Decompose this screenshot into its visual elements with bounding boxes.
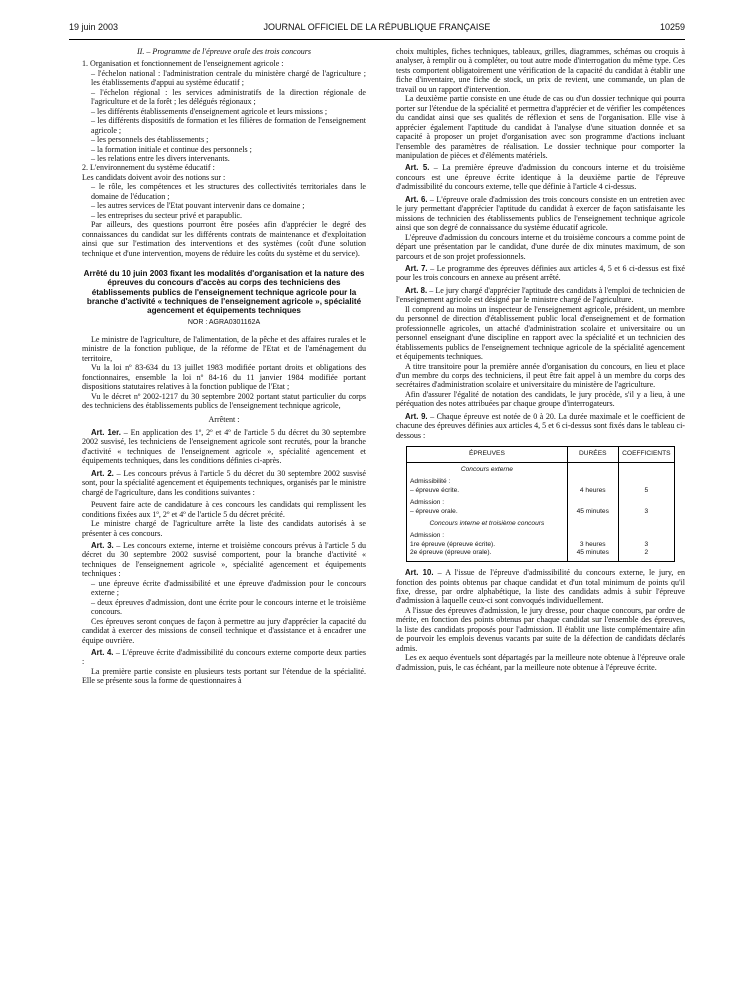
article-text: – En application des 1º, 2º et 4º de l'article 5 du décret du 30 septembre 2002 susvisé, les techniciens de l'enseignement agricole sont recrutés, pour la branche d'activité « techniques de l'enseignement agricole », spécialité agencement et équipements techniques, dans les conditions définies ci-après.	[82, 427, 366, 466]
article-text: – L'épreuve orale d'admission des trois concours consiste en un entretien avec le jury permettant d'apprécier l'aptitude du candidat à exercer de façon satisfaisante les missions de technicien des établissements publics de l'enseignement technique agricole ainsi que son degré de connaissance du système éducatif agricole.	[396, 194, 685, 233]
left-column	[82, 47, 366, 982]
article-8	[396, 286, 685, 305]
article-text: – La première épreuve d'admission du concours interne et du troisième concours est une épreuve écrite identique à la deuxième partie de l'épreuve d'admissibilité du concours externe, telle que définie à l'article 4 ci-dessus.	[396, 163, 685, 192]
article-label: Art. 7.	[405, 263, 428, 273]
paragraph: Par ailleurs, des questions pourront être posées afin d'apprécier le degré des connaissances du candidat sur les différents contrats de maintenance et d'exploitation ainsi que sur l'estimation des interventions et des systèmes (coût d'une solution technique et d'une intervention, moyens de réduire les coûts du système et du service).	[82, 220, 366, 258]
article-label: Art. 3.	[91, 540, 114, 550]
list-item: – les entreprises du secteur privé et parapublic.	[91, 210, 243, 220]
paragraph: 1. Organisation et fonctionnement de l'enseignement agricole :	[82, 59, 284, 69]
article-label: Art. 6.	[405, 194, 428, 204]
paragraph: choix multiples, fiches techniques, tableaux, grilles, diagrammes, schémas ou croquis à analyser, à remplir ou à compléter, ou tout autre mode d'interrogation du même type. Ces tests comportent obligatoirement une vérification de la capacité du candidat à établir une fiche d'inventaire, une fiche de stock, un prix de revient, une commande, un plan de travail ou un rapport d'intervention.	[396, 47, 685, 94]
issue-date: 19 juin 2003	[69, 22, 119, 32]
list-item: – une épreuve écrite d'admissibilité et une épreuve d'admission pour le concours externe ;	[91, 578, 366, 598]
list-item: – les autres services de l'Etat pouvant intervenir dans ce domaine ;	[91, 201, 305, 211]
epreuves-table	[406, 446, 675, 562]
article-3	[82, 541, 366, 579]
table-row	[407, 462, 675, 477]
paragraph: Vu le décret nº 2002-1217 du 30 septembre 2002 portant statut particulier du corps des techniciens des établissements publics de l'enseignement technique agricole,	[82, 391, 366, 411]
table-row	[407, 478, 675, 487]
arretent: Arrêtent :	[208, 414, 240, 424]
list-item: – l'échelon régional : les services administratifs de la direction régionale de l'agriculture et de la forêt ; les délégués régionaux ;	[91, 87, 366, 107]
table-cell: 2	[618, 549, 674, 561]
paragraph: Les candidats doivent avoir des notions sur :	[82, 172, 226, 182]
table-cell: 4 heures	[567, 487, 618, 496]
paragraph: Il comprend au moins un inspecteur de l'enseignement agricole, président, un membre du personnel de direction d'établissement public local d'enseignement et de formation professionnelle agricoles, un attaché d'administration scolaire et universitaire ou un personnel enseignant d'une discipline en rapport avec la spécialité et un technicien des établissements publics de l'enseignement technique agricole de la spécialité agencement et équipements techniques.	[396, 304, 685, 362]
table-cell: 3	[618, 508, 674, 517]
paragraph: A l'issue des épreuves d'admission, le jury dresse, pour chaque concours, par ordre de mérite, en fonction des points obtenus par chaque candidat sur l'ensemble des épreuves, la liste des candidats proposés pour l'admission. Il établit une liste complémentaire afin de pourvoir les emplois devenus vacants par suite de la défection de candidats déclarés admis.	[396, 605, 685, 653]
article-2	[82, 469, 366, 497]
article-text: – A l'issue de l'épreuve d'admissibilité du concours externe, le jury, en fonction des points obtenus par chaque candidat et d'un total minimum de points qu'il fixe, dresse, par ordre alphabétique, la liste des candidats admis à subir l'épreuve d'admission à laquelle ceux-ci sont convoqués individuellement.	[396, 568, 685, 606]
paragraph: Les ex aequo éventuels sont départagés par la meilleure note obtenue à l'épreuve orale d'admission, puis, le cas échéant, par la meilleure note obtenue à l'épreuve écrite.	[396, 653, 685, 672]
article-label: Art. 2.	[91, 468, 114, 478]
paragraph: Ces épreuves seront conçues de façon à permettre au jury d'apprécier la capacité du candidat à exercer des missions de conseil technique et d'assistance et à encadrer une équipe ouvrière.	[82, 616, 366, 645]
table-group-label: Concours interne et troisième concours	[429, 519, 545, 527]
table-cell: 45 minutes	[567, 549, 618, 561]
list-item: – les personnels des établissements ;	[91, 135, 209, 145]
list-item: – les relations entre les divers intervenants.	[91, 153, 230, 163]
table-cell: – épreuve orale.	[407, 508, 568, 517]
table-cell: 3 heures	[567, 541, 618, 550]
nor-reference: NOR : AGRA0301162A	[187, 319, 261, 327]
table-row	[407, 495, 675, 508]
table-header: ÉPREUVES	[407, 447, 568, 463]
article-text: – Les concours externe, interne et troisième concours prévus à l'article 5 du décret du 30 septembre 2002 susvisé comportent, pour la branche d'activité « techniques de l'enseignement agricole », spécialité agencement et équipements techniques :	[82, 540, 366, 579]
list-item: – les différents établissements d'enseignement agricole et leurs missions ;	[91, 106, 328, 116]
paragraph: 2. L'environnement du système éducatif :	[82, 163, 215, 173]
article-text: – Le programme des épreuves définies aux articles 4, 5 et 6 ci-dessus est fixé pour les trois concours en annexe au présent arrêté.	[396, 263, 685, 283]
table-cell: 5	[618, 487, 674, 496]
paragraph: A titre transitoire pour la première année d'organisation du concours, en lieu et place d'un membre du corps des techniciens, il peut être fait appel à un membre du corps des secrétaires d'administration scolaire et universitaire du ministère de l'agriculture.	[396, 361, 685, 390]
article-label: Art. 4.	[91, 647, 114, 657]
table-row	[407, 532, 675, 541]
table-cell: 2e épreuve (épreuve orale).	[407, 549, 568, 561]
list-item: – l'échelon national : l'administration centrale du ministère chargé de l'agriculture ; les établissements d'appui au système éducatif ;	[91, 68, 366, 88]
table-cell: Admissibilité :	[407, 478, 568, 487]
article-6	[396, 195, 685, 233]
journal-title: JOURNAL OFFICIEL DE LA RÉPUBLIQUE FRANÇAISE	[263, 22, 491, 32]
table-cell: 3	[618, 541, 674, 550]
article-7	[396, 264, 685, 283]
article-label: Art. 1er.	[91, 427, 121, 437]
page-header	[69, 22, 685, 36]
header-rule	[69, 39, 685, 40]
list-item: – la formation initiale et continue des personnels ;	[91, 144, 252, 154]
table-row	[407, 541, 675, 550]
article-4	[82, 648, 366, 667]
paragraph: Le ministre chargé de l'agriculture arrête la liste des candidats autorisés à se présenter à ces concours.	[82, 519, 366, 538]
table-row	[407, 549, 675, 561]
table-group-label: Concours externe	[460, 465, 513, 473]
article-label: Art. 10.	[405, 568, 434, 578]
article-text: – Le jury chargé d'apprécier l'aptitude des candidats à l'emploi de technicien de l'enseignement agricole est désigné par le ministre chargé de l'agriculture.	[396, 285, 685, 305]
right-column	[396, 47, 685, 982]
article-label: Art. 5.	[405, 163, 430, 173]
table-cell: – épreuve écrite.	[407, 487, 568, 496]
list-item: – les différents dispositifs de formation et les filières de formation de l'enseignement agricole ;	[91, 116, 366, 135]
table-row	[407, 508, 675, 517]
article-10	[396, 568, 685, 606]
table-cell: Admission :	[407, 495, 568, 508]
table-cell: Admission :	[407, 532, 568, 541]
paragraph: L'épreuve d'admission du concours interne et du troisième concours a comme point de départ une présentation par le candidat, d'une durée de dix minutes maximum, de son parcours et de son projet professionnels.	[396, 232, 685, 261]
section-title: II. – Programme de l'épreuve orale des trois concours	[136, 47, 312, 56]
list-item: – deux épreuves d'admission, dont une écrite pour le concours interne et le troisième concours.	[91, 597, 366, 617]
article-text: – Chaque épreuve est notée de 0 à 20. La durée maximale et le coefficient de chacune des épreuves définies aux articles 4, 5 et 6 ci-dessus sont fixés dans le tableau ci-dessous :	[396, 411, 685, 440]
article-label: Art. 8.	[405, 285, 428, 295]
paragraph: Afin d'assurer l'égalité de notation des candidats, le jury procède, s'il y a lieu, à une péréquation des notes attribuées par chaque groupe d'interrogateurs.	[396, 389, 685, 409]
table-cell: 1re épreuve (épreuve écrite).	[407, 541, 568, 550]
article-text: – L'épreuve écrite d'admissibilité du concours externe comporte deux parties :	[82, 647, 366, 667]
list-item: – le rôle, les compétences et les structures des collectivités territoriales dans le domaine de l'éducation ;	[91, 182, 366, 201]
article-1	[82, 428, 366, 466]
page-number: 10259	[659, 22, 685, 32]
article-text: – Les concours prévus à l'article 5 du décret du 30 septembre 2002 susvisé sont, pour la spécialité agencement et équipements techniques, organisés par le ministre chargé de l'agriculture, dans les conditions suivantes :	[82, 468, 366, 497]
table-row	[407, 487, 675, 496]
article-9	[396, 412, 685, 440]
table-header-row	[407, 447, 675, 463]
paragraph: Le ministre de l'agriculture, de l'alimentation, de la pêche et des affaires rurales et le ministre de la fonction publique, de la réforme de l'Etat et de l'aménagement du territoire,	[82, 334, 366, 363]
paragraph: La première partie consiste en plusieurs tests portant sur l'étendue de la spécialité. Elle se présente sous la forme de questionnaires à	[82, 666, 366, 686]
paragraph: La deuxième partie consiste en une étude de cas ou d'un dossier technique qui pourra porter sur l'étendue de la spécialité et permettra d'apprécier et de vérifier les compétences du candidat ainsi que ses qualités de réflexion et sens de l'organisation. Elle vise à apprécier également l'aptitude du candidat à l'analyse d'une situation donnée et sa capacité à proposer un projet d'organisation avec son programme d'actions incluant l'ensemble des paramètres de réalisation. Le dossier technique pour comporter la manipulation de pièces et d'éléments matériels.	[396, 94, 685, 160]
article-5	[396, 163, 685, 191]
table-header: COEFFICIENTS	[618, 447, 674, 463]
table-cell: 45 minutes	[567, 508, 618, 517]
paragraph: Peuvent faire acte de candidature à ces concours les candidats qui remplissent les conditions fixées aux 1º, 2º et 4º de l'article 5 du décret précité.	[82, 500, 366, 519]
table-header: DURÉES	[567, 447, 618, 463]
arrete-title: Arrêté du 10 juin 2003 fixant les modalités d'organisation et la nature des épreuves du concours d'accès au corps des techniciens des établissements publics de l'enseignement technique agricole pour la branche d'activité « techniques de l'enseignement agricole », spécialité agencement et équipements techniques	[83, 268, 365, 316]
paragraph: Vu la loi nº 83-634 du 13 juillet 1983 modifiée portant droits et obligations des fonctionnaires, ensemble la loi nº 84-16 du 11 janvier 1984 modifiée portant dispositions statutaires relatives à la fonction publique de l'Etat ;	[82, 363, 366, 392]
article-label: Art. 9.	[405, 411, 428, 421]
table-row	[407, 517, 675, 532]
